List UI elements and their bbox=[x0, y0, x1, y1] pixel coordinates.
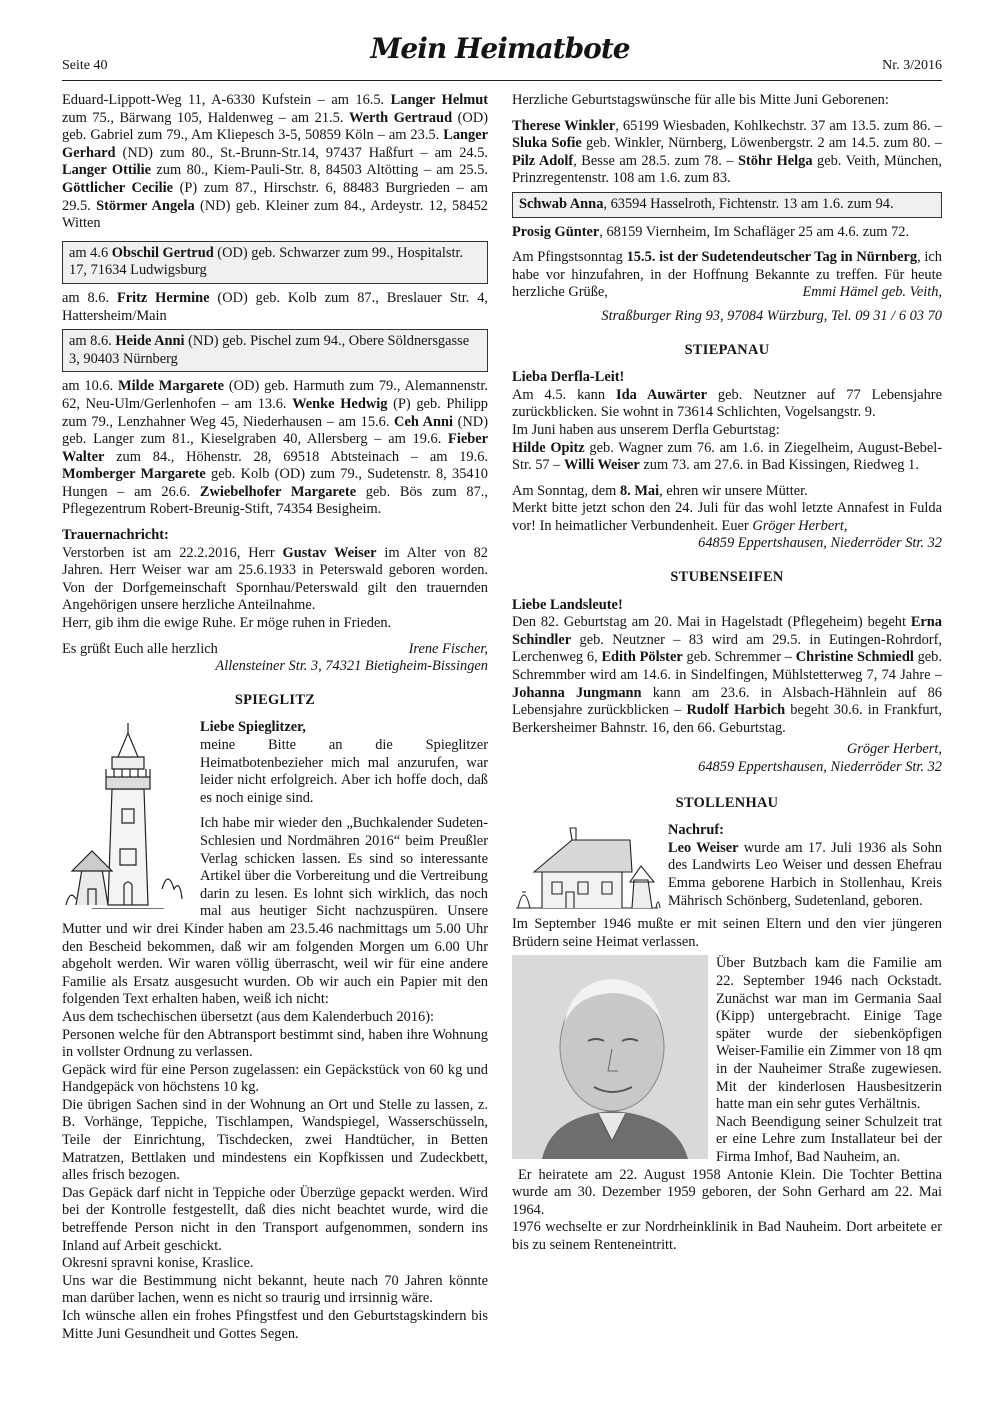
spieglitz-line-2: Personen welche für den Abtransport bestimmt sind, haben ihre Wohnung in vollster Ordnung zu verlassen. bbox=[62, 1026, 488, 1061]
portrait-silhouette bbox=[512, 955, 708, 1159]
spieglitz-paragraph-1: meine Bitte an die Spieglitzer Heimatbotenbezieher mich mal anzurufen, war leider nicht erfolgreich. Aber ich hoffe doch, daß es noch einige sind. bbox=[200, 737, 488, 806]
stollenhau-marriage: Er heiratete am 22. August 1958 Antonie Klein. Die Tochter Bettina wurde am 30. Dezember 1959 geboren, der Sohn Gerhard am 22. Mai 1964. bbox=[512, 1166, 942, 1218]
page-number: Seite 40 bbox=[62, 58, 108, 73]
spieglitz-article bbox=[62, 719, 488, 1009]
stollenhau-expulsion: Im September 1946 mußte er mit seinen Eltern und den vier jüngeren Brüdern seine Heimat verlassen. bbox=[512, 916, 942, 950]
stiepanau-annafest: Merkt bitte jetzt schon den 24. Juli für das wohl letzte Annafest in Fulda vor! In heimatlicher Verbundenheit. Euer Gröger Herbert, bbox=[512, 500, 942, 534]
stollenhau-photo-block bbox=[512, 955, 942, 1219]
stollenhau-apprenticeship: Nach Beendigung seiner Schulzeit trat er eine Lehre zum Installateur bei der Firma Imhof, Bad Nauheim, an. bbox=[716, 1113, 942, 1165]
stiepanau-address: 64859 Eppertshausen, Niederröder Str. 32 bbox=[698, 535, 942, 552]
left-column bbox=[62, 92, 488, 1343]
stubenseifen-salutation: Liebe Landsleute! bbox=[512, 596, 623, 613]
issue-number: Nr. 3/2016 bbox=[882, 58, 942, 73]
spieglitz-line-7: Uns war die Bestimmung nicht bekannt, heute nach 70 Jahren könnte man darüber lachen, wenn es nicht so traurig und irrsinnig wäre. bbox=[62, 1272, 488, 1307]
obituary-heading: Trauernachricht: bbox=[62, 527, 169, 544]
village-house-illustration bbox=[512, 822, 662, 914]
spieglitz-line-8: Ich wünsche allen ein frohes Pfingstfest und den Geburtstagskindern bis Mitte Juni Gesundheit und Gottes Segen. bbox=[62, 1308, 488, 1342]
tower-illustration bbox=[62, 719, 194, 909]
stollenhau-heading: Nachruf: bbox=[668, 822, 724, 839]
section-title-stiepanau: STIEPANAU bbox=[684, 341, 770, 358]
stubenseifen-address: 64859 Eppertshausen, Niederröder Str. 32 bbox=[698, 759, 942, 775]
obituary-prayer: Herr, gib ihm die ewige Ruhe. Er möge ruhen in Frieden. bbox=[62, 615, 392, 632]
header-rule bbox=[62, 80, 942, 81]
obituary-text: Verstorben ist am 22.2.2016, Herr Gustav Weiser im Alter von 82 Jahren. Herr Weiser war am 25.6.1933 in Peterswald geboren worden. Von der Dorfgemeinschaft Spornhau/Peterswald gilt den trauernden Angehörigen unsere herzliche Anteilnahme. bbox=[62, 544, 488, 614]
right-column bbox=[512, 92, 942, 1254]
section-title-stubenseifen: STUBENSEIFEN bbox=[670, 569, 784, 586]
highlight-box-heide: am 8.6. Heide Anni (ND) geb. Pischel zum 94., Obere Söldnersgasse 3, 90403 Nürnberg bbox=[62, 329, 488, 372]
stiepanau-june-intro: Im Juni haben aus unserem Derfla Geburtstag: bbox=[512, 421, 780, 438]
spieglitz-line-5: Das Gepäck darf nicht in Teppiche oder Überzüge gepackt werden. Wird bei der Kontrolle festgestellt, daß dies nicht beachtet wurde, wird die betreffende Person nicht in den Transport aufgenommen, sondern ins Inland auf Arbeit geschickt. bbox=[62, 1184, 488, 1254]
sudetendeutscher-tag-paragraph: Am Pfingstsonntag 15.5. ist der Sudetendeutscher Tag in Nürnberg, ich habe vor hinzufahren, in der Hoffnung Bekannte zu treffen. Für heute herzliche Grüße, Emmi Hämel geb. Veith, bbox=[512, 249, 942, 301]
birthday-list-right: Therese Winkler, 65199 Wiesbaden, Kohlkechstr. 37 am 13.5. zum 86. – Sluka Sofie geb. Winkler, Nürnberg, Löwenbergstr. 2 am 14.5. zum 80. – Pilz Adolf, Besse am 28.5. zum 78. – Stöhr Helga geb. Veith, München, Prinzregentenstr. 108 am 1.6. zum 83. bbox=[512, 117, 942, 187]
stollenhau-article-top bbox=[512, 822, 942, 916]
spieglitz-line-1: Aus dem tschechischen übersetzt (aus dem Kalenderbuch 2016): bbox=[62, 1008, 435, 1025]
stiepanau-june-list: Hilde Opitz geb. Wagner zum 76. am 1.6. in Ziegelheim, August-Bebel-Str. 57 – Willi Weiser zum 73. am 27.6. in Bad Kissingen, Riedweg 1. bbox=[512, 439, 942, 474]
birthday-entry-fritz: am 8.6. Fritz Hermine (OD) geb. Kolb zum 87., Breslauer Str. 4, Hattersheim/Main bbox=[62, 289, 488, 324]
greeting-signature: Es grüßt Euch alle herzlich Irene Fischer, bbox=[62, 640, 488, 657]
birthday-entry-prosig: Prosig Günter, 68159 Viernheim, Im Schafläger 25 am 4.6. zum 72. bbox=[512, 223, 910, 240]
highlight-box-obschil: am 4.6 Obschil Gertrud (OD) geb. Schwarzer zum 99., Hospitalstr. 17, 71634 Ludwigsburg bbox=[62, 241, 488, 284]
highlight-box-schwab: Schwab Anna, 63594 Hasselroth, Fichtenstr. 13 am 1.6. zum 94. bbox=[512, 192, 942, 218]
spieglitz-paragraph-2: Ich habe mir wieder den „Buchkalender Sudeten-Schlesien und Nordmähren 2016“ beim Preußler Verlag schicken lassen. Es sind so interessante Artikel über die Vorbereitung und die Vertreibung darin zu lesen. Es lohnt sich wirklich, das noch mal aus heutiger Sicht nachzuspüren. Unsere Mutter und wir drei Kinder haben am 23.5.46 nachmittags um 5.00 Uhr den Bescheid bekommen, daß wir am folgenden Morgen um 6.00 Uhr abgeholt werden. Wir waren völlig überrascht, weil wir für eine andere Familie als Ersatz ausgesucht wurden. Ob wir auch ein Papier mit den folgenden Text erhalten haben, weiß ich nicht: bbox=[62, 815, 488, 1008]
stubenseifen-signature: Gröger Herbert, bbox=[846, 741, 942, 758]
spieglitz-line-6: Okresni spravni konise, Kraslice. bbox=[62, 1255, 254, 1272]
birthday-list-june: am 10.6. Milde Margarete (OD) geb. Harmuth zum 79., Alemannenstr. 62, Neu-Ulm/Gerlenhofen – am 13.6. Wenke Hedwig (P) geb. Philipp zum 79., Lenzhahner Weg 45, Niederhausen – am 15.6. Ceh Anni (ND) geb. Langer zum 81., Kieselgraben 40, Allersberg – am 19.6. Fieber Walter zum 84., Höhenstr. 28, 69518 Abtsteinach – am 19.6. Momberger Margarete geb. Kolb (OD) zum 79., Sudetenstr. 8, 35410 Hungen – am 26.6. Zwiebelhofer Margarete geb. Bös zum 87., Pflegezentrum Robert-Breunig-Stift, 74354 Besigheim. bbox=[62, 378, 488, 518]
stollenhau-ockstadt: Über Butzbach kam die Familie am 22. September 1946 nach Ockstadt. Zunächst war man im Germania Saal (Kipp) untergebracht. Einige Tage später wurde der siebenköpfigen Weiser-Familie ein Zimmer von 18 qm in der Nauheimer Straße zugewiesen. Mit der kinderlosen Hausbesitzerin hatte man ein sehr gutes Verhältnis. bbox=[716, 955, 942, 1113]
masthead-title: Mein Heimatbote bbox=[370, 32, 630, 65]
stollenhau-career: 1976 wechselte er zur Nordrheinklinik in Bad Nauheim. Dort arbeitete er bis zu seinem Renteneintritt. bbox=[512, 1219, 942, 1253]
spieglitz-line-4: Die übrigen Sachen sind in der Wohnung an Ort und Stelle zu lassen, z. B. Vorhänge, Teppiche, Tischlampen, Wandspiegel, Wasserschüsseln, Teile der Einrichtung, Tischdecken, zwei Handtücher, in Betten Matratzen, Bettlaken und mindestens ein Kopfkissen und Zudeckbett, alles frisch bezogen. bbox=[62, 1096, 488, 1184]
birthday-intro: Herzliche Geburtstagswünsche für alle bis Mitte Juni Geborenen: bbox=[512, 92, 889, 108]
stiepanau-salutation: Lieba Derfla-Leit! bbox=[512, 369, 625, 386]
section-title-stollenhau: STOLLENHAU bbox=[675, 794, 779, 811]
spieglitz-salutation: Liebe Spieglitzer, bbox=[200, 719, 306, 736]
stiepanau-auwaerter: Am 4.5. kann Ida Auwärter geb. Neutzner auf 77 Lebensjahre zurückblicken. Sie wohnt in 73614 Schlichten, Vogelsangstr. 9. bbox=[512, 386, 942, 421]
spieglitz-line-3: Gepäck wird für eine Person zugelassen: ein Gepäckstück von 60 kg und Handgepäck von höchstens 10 kg. bbox=[62, 1061, 488, 1096]
greeting-address: Allensteiner Str. 3, 74321 Bietigheim-Bissingen bbox=[215, 658, 488, 675]
section-title-spieglitz: SPIEGLITZ bbox=[234, 691, 316, 708]
portrait-photo-leo-weiser bbox=[512, 955, 708, 1159]
stubenseifen-text: Den 82. Geburtstag am 20. Mai in Hagelstadt (Pflegeheim) begeht Erna Schindler geb. Neutzner – 83 wird am 29.5. in Eutingen-Rohrdorf, Lerchenweg 6, Edith Pölster geb. Schremmer – Christine Schmiedl geb. Schremmber wird am 14.6. in Sindelfingen, Mühlstetterweg 7, 74 Jahre – Johanna Jungmann kann am 23.6. in Alsbach-Hähnlein auf 86 Lebensjahre zurückblicken – Rudolf Harbich begeht 30.6. in Frankfurt, Berkersheimer Bahnstr. 16, den 66. Geburtstag. bbox=[512, 614, 942, 736]
stollenhau-birth: Leo Weiser wurde am 17. Juli 1936 als Sohn des Landwirts Leo Weiser und dessen Ehefrau Emma geborene Harbich in Stollenhau, Kreis Mährisch Schönberg, Sudetenland, geboren. bbox=[668, 839, 942, 909]
birthday-list-paragraph: Eduard-Lippott-Weg 11, A-6330 Kufstein – am 16.5. Langer Helmut zum 75., Bärwang 105, Haldenweg – am 21.5. Werth Gertraud (OD) geb. Gabriel zum 79., Am Kliepesch 3-5, 50859 Köln – am 23.5. Langer Gerhard (ND) zum 80., St.-Brunn-Str.14, 97437 Haßfurt – am 24.5. Langer Ottilie zum 80., Kiem-Pauli-Str. 8, 84503 Altötting – am 25.5. Göttlicher Cecilie (P) zum 87., Hirschstr. 6, 88483 Burgrieden – am 29.5. Störmer Angela (ND) geb. Kleiner zum 84., Ardeystr. 12, 58452 Witten bbox=[62, 92, 489, 232]
haemel-address: Straßburger Ring 93, 97084 Würzburg, Tel. 09 31 / 6 03 70 bbox=[601, 307, 942, 324]
stiepanau-mothers-day: Am Sonntag, dem 8. Mai, ehren wir unsere Mütter. bbox=[512, 482, 808, 499]
